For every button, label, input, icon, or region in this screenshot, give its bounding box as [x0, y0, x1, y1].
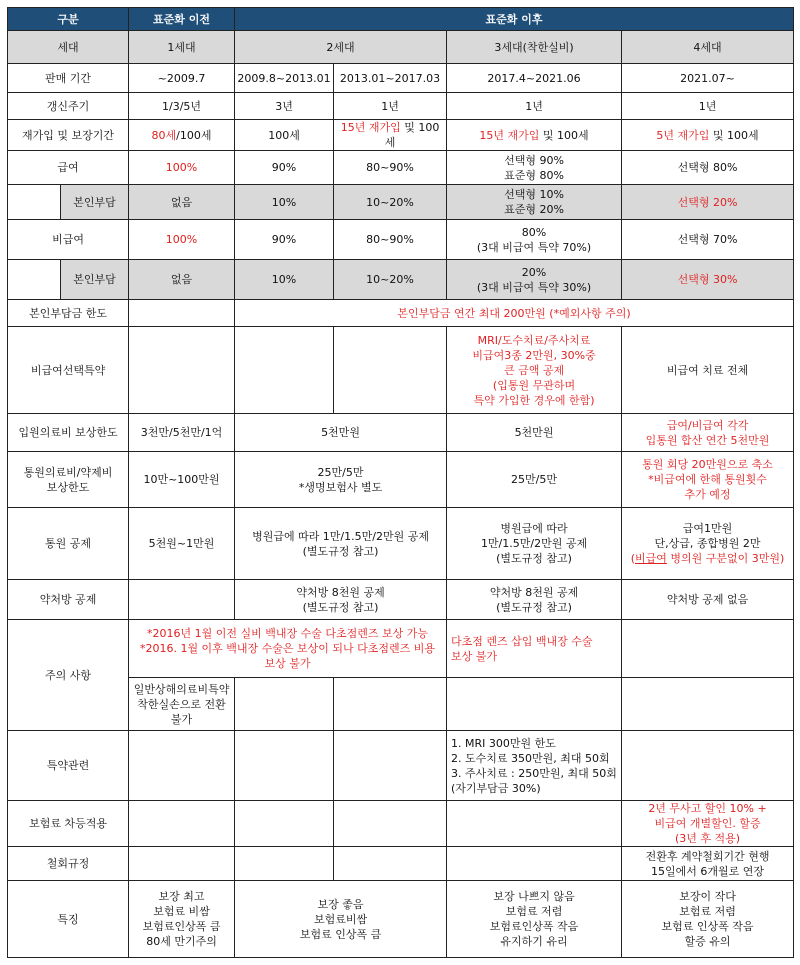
withdraw-g2a: [235, 847, 334, 881]
nc-rider-g4: 비급여 치료 전체: [622, 327, 794, 414]
header-category: 구분: [8, 8, 129, 31]
sales-period-g4: 2021.07~: [622, 64, 794, 93]
rider-g3: 1. MRI 300만원 한도 2. 도수치료 350만원, 최대 50회 3. 주사치료 : 250만원, 최대 50회 (자기부담금 30%): [447, 731, 622, 801]
premium-g4: 2년 무사고 할인 10% + 비급여 개별할인. 할증 (3년 후 적용): [622, 801, 794, 847]
features-g3: 보장 나쁘지 않음 보험료 저렴 보험료인상폭 작음 유지하기 유리: [447, 881, 622, 958]
renewal-label: 갱신주기: [8, 93, 129, 120]
premium-g3: [447, 801, 622, 847]
nc-rider-label: 비급여선택특약: [8, 327, 129, 414]
sales-period-label: 판매 기간: [8, 64, 129, 93]
noncovered-g3: 80% (3대 비급여 특약 70%): [447, 220, 622, 260]
caution-top-g4: [622, 620, 794, 678]
out-deduct-g4-noncovered: 비급여: [635, 552, 667, 565]
pharmacy-label: 약처방 공제: [8, 580, 129, 620]
outpatient-g1: 10만~100만원: [129, 452, 235, 508]
pharmacy-g1: [129, 580, 235, 620]
out-deduct-g4: [622, 508, 794, 580]
out-deduct-g4-open: (: [630, 552, 636, 565]
renewal-g1: 1/3/5년: [129, 93, 235, 120]
rejoin-g4-rest: 및 100세: [709, 128, 759, 142]
rider-label: 특약관련: [8, 731, 129, 801]
noncovered-self-g2a: 10%: [235, 260, 334, 300]
caution-bottom-g1: 일반상해의료비특약 착한실손으로 전환 불가: [129, 678, 235, 731]
rejoin-g1: [129, 120, 235, 151]
rejoin-g2b: [334, 120, 447, 151]
inpatient-g3: 5천만원: [447, 414, 622, 452]
pharmacy-g3: 약처방 8천원 공제 (별도규정 참고): [447, 580, 622, 620]
features-g1: 보장 최고 보험료 비쌈 보험료인상폭 큼 80세 만기주의: [129, 881, 235, 958]
sales-period-g2a: 2009.8~2013.01: [235, 64, 334, 93]
noncovered-self-g2b: 10~20%: [334, 260, 447, 300]
rejoin-g3: [447, 120, 622, 151]
rider-g1: [129, 731, 235, 801]
features-g2: 보장 좋음 보험료비쌈 보험료 인상폭 큼: [235, 881, 447, 958]
rejoin-g3-highlight: 15년 재가입: [479, 128, 540, 142]
rejoin-g2b-rest: 및 100세: [384, 121, 440, 149]
caution-bottom-g4: [622, 678, 794, 731]
rider-g4: [622, 731, 794, 801]
rejoin-g4: [622, 120, 794, 151]
withdraw-g2b: [334, 847, 447, 881]
out-deduct-g4-rest: 병의원 구분없이 3만원): [666, 552, 785, 565]
self-limit-value: 본인부담금 연간 최대 200만원 (*예외사항 주의): [235, 300, 794, 327]
pharmacy-g2: 약처방 8천원 공제 (별도규정 참고): [235, 580, 447, 620]
renewal-g2a: 3년: [235, 93, 334, 120]
outpatient-g4: 통원 회당 20만원으로 축소 *비급여에 한해 통원횟수 추가 예정: [622, 452, 794, 508]
generation-1: 1세대: [129, 31, 235, 64]
rider-g2b: [334, 731, 447, 801]
noncovered-self-g3: 20% (3대 비급여 특약 30%): [447, 260, 622, 300]
noncovered-g2a: 90%: [235, 220, 334, 260]
out-deduct-g4-line1: 급여1만원 단,상급, 종합병원 2만: [654, 522, 761, 550]
covered-g4: 선택형 80%: [622, 151, 794, 185]
renewal-g2b: 1년: [334, 93, 447, 120]
inpatient-g2: 5천만원: [235, 414, 447, 452]
withdraw-g4: 전환후 계약철회기간 현행 15일에서 6개월로 연장: [622, 847, 794, 881]
covered-self-spacer: [8, 185, 61, 220]
outpatient-g3: 25만/5만: [447, 452, 622, 508]
covered-self-g1: 없음: [129, 185, 235, 220]
premium-g1: [129, 801, 235, 847]
covered-self-g4: 선택형 20%: [622, 185, 794, 220]
rider-g2a: [235, 731, 334, 801]
sales-period-g2b: 2013.01~2017.03: [334, 64, 447, 93]
nc-rider-g1: [129, 327, 235, 414]
nc-rider-g2a: [235, 327, 334, 414]
premium-g2b: [334, 801, 447, 847]
rejoin-g4-highlight: 5년 재가입: [656, 128, 710, 142]
generation-2: 2세대: [235, 31, 447, 64]
covered-g2a: 90%: [235, 151, 334, 185]
rejoin-g1-rest: /100세: [176, 128, 212, 142]
covered-self-g3: 선택형 10% 표준형 20%: [447, 185, 622, 220]
covered-g1: 100%: [129, 151, 235, 185]
out-deduct-label: 통원 공제: [8, 508, 129, 580]
rejoin-g2b-highlight: 15년 재가입: [340, 121, 401, 134]
features-g4: 보장이 작다 보험료 저렴 보험료 인상폭 작음 할증 유의: [622, 881, 794, 958]
noncovered-self-g1: 없음: [129, 260, 235, 300]
header-before: 표준화 이전: [129, 8, 235, 31]
nc-rider-g3: MRI/도수치료/주사치료 비급여3종 2만원, 30%중 큰 금액 공제 (입통원 무관하며 특약 가입한 경우에 한함): [447, 327, 622, 414]
withdraw-g1: [129, 847, 235, 881]
out-deduct-g3: 병원급에 따라 1만/1.5만/2만원 공제 (별도규정 참고): [447, 508, 622, 580]
rejoin-g3-rest: 및 100세: [539, 128, 589, 142]
noncovered-label: 비급여: [8, 220, 129, 260]
noncovered-self-g4: 선택형 30%: [622, 260, 794, 300]
noncovered-g4: 선택형 70%: [622, 220, 794, 260]
sales-period-g3: 2017.4~2021.06: [447, 64, 622, 93]
noncovered-self-label: 본인부담: [61, 260, 129, 300]
caution-bottom-g3: [447, 678, 622, 731]
premium-g2a: [235, 801, 334, 847]
withdraw-label: 철회규정: [8, 847, 129, 881]
pharmacy-g4: 약처방 공제 없음: [622, 580, 794, 620]
outpatient-g2: 25만/5만 *생명보험사 별도: [235, 452, 447, 508]
covered-self-g2b: 10~20%: [334, 185, 447, 220]
insurance-comparison-table: [7, 7, 794, 958]
sales-period-g1: ~2009.7: [129, 64, 235, 93]
caution-bottom-g2a: [235, 678, 334, 731]
features-label: 특징: [8, 881, 129, 958]
outpatient-label: 통원의료비/약제비 보상한도: [8, 452, 129, 508]
premium-label: 보험료 차등적용: [8, 801, 129, 847]
header-after: 표준화 이후: [235, 8, 794, 31]
inpatient-g4: 급여/비급여 각각 입통원 합산 연간 5천만원: [622, 414, 794, 452]
covered-g2b: 80~90%: [334, 151, 447, 185]
renewal-g4: 1년: [622, 93, 794, 120]
inpatient-g1: 3천만/5천만/1억: [129, 414, 235, 452]
caution-top-left: *2016년 1월 이전 실비 백내장 수술 다초점렌즈 보상 가능 *2016. 1월 이후 백내장 수술은 보상이 되나 다초점렌즈 비용 보상 불가: [129, 620, 447, 678]
out-deduct-g1: 5천원~1만원: [129, 508, 235, 580]
inpatient-label: 입원의료비 보상한도: [8, 414, 129, 452]
caution-label: 주의 사항: [8, 620, 129, 731]
rejoin-g2a: 100세: [235, 120, 334, 151]
rejoin-g1-highlight: 80세: [151, 128, 177, 142]
caution-top-g3: 다초점 렌즈 삽입 백내장 수술 보상 불가: [447, 620, 622, 678]
generation-3: 3세대(착한실비): [447, 31, 622, 64]
covered-label: 급여: [8, 151, 129, 185]
covered-self-label: 본인부담: [61, 185, 129, 220]
rejoin-label: 재가입 및 보장기간: [8, 120, 129, 151]
noncovered-g2b: 80~90%: [334, 220, 447, 260]
generation-label: 세대: [8, 31, 129, 64]
self-limit-label: 본인부담금 한도: [8, 300, 129, 327]
generation-4: 4세대: [622, 31, 794, 64]
nc-rider-g2b: [334, 327, 447, 414]
noncovered-g1: 100%: [129, 220, 235, 260]
covered-self-g2a: 10%: [235, 185, 334, 220]
noncovered-self-spacer: [8, 260, 61, 300]
out-deduct-g2: 병원급에 따라 1만/1.5만/2만원 공제 (별도규정 참고): [235, 508, 447, 580]
withdraw-g3: [447, 847, 622, 881]
covered-g3: 선택형 90% 표준형 80%: [447, 151, 622, 185]
self-limit-g1: [129, 300, 235, 327]
caution-bottom-g2b: [334, 678, 447, 731]
renewal-g3: 1년: [447, 93, 622, 120]
